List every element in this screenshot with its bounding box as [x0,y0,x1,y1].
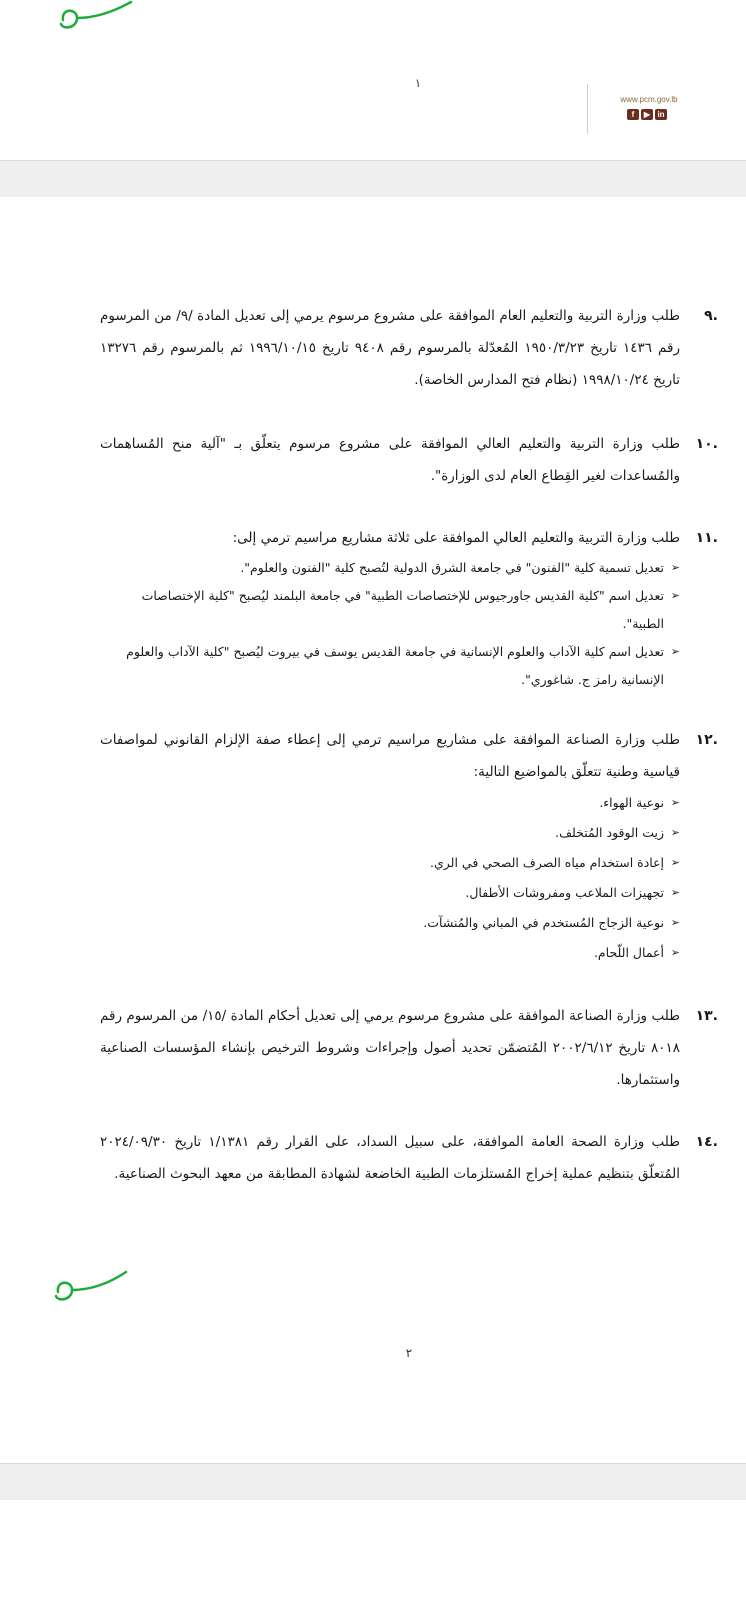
list-item [100,638,680,694]
item-text: طلب وزارة التربية والتعليم العام الموافقة على مشروع مرسوم يرمي إلى تعديل المادة /٩/ من المرسوم رقم ١٤٣٦ تاريخ ١٩٥٠/٣/٢٣ المُعدّلة بالمرسوم رقم ٩٤٠٨ تاريخ ١٩٩٦/١٠/١٥ ثم بالمرسوم رقم ١٣٢٧٦ تاريخ ١٩٩٨/١٠/٢٤ (نظام فتح المدارس الخاصة). [100,308,681,388]
header-divider [587,84,588,134]
arrow-bullet-icon: ➢ [670,796,680,809]
item-number: .٩ [704,308,718,324]
handwritten-signature-top [55,0,135,40]
arrow-bullet-icon: ➢ [670,826,680,839]
arrow-bullet-icon: ➢ [670,856,680,869]
item-12 [100,724,718,968]
page-separator-top [0,160,746,198]
footer-page-number: ٢ [405,1346,413,1360]
list-item [100,554,680,582]
item-14 [100,1126,718,1190]
linkedin-icon: in [655,109,667,120]
arrow-bullet-icon: ➢ [670,589,680,602]
arrow-bullet-icon: ➢ [670,561,680,574]
list-item-text: أعمال اللّحام. [593,945,664,960]
arrow-bullet-icon: ➢ [670,886,680,899]
list-item-text: إعادة استخدام مياه الصرف الصحي في الري. [430,855,664,870]
arrow-bullet-icon: ➢ [670,916,680,929]
page-1-bottom [0,0,746,160]
list-item-text: تجهيزات الملاعب ومفروشات الأطفال. [465,885,664,900]
decision-list [100,300,718,1190]
facebook-icon: f [627,109,639,120]
item-11 [100,522,718,694]
item-13 [100,1000,718,1096]
page-3-top [0,1500,746,1600]
social-icons [627,109,667,120]
list-item-text: نوعية الهواء. [599,795,664,810]
list-item-text: نوعية الزجاج المُستخدم في المباني والمُنشآت. [423,915,664,930]
page-separator-bottom [0,1463,746,1500]
list-item [100,582,680,638]
handwritten-signature-bottom [50,1268,130,1310]
list-item-text: تعديل تسمية كلية "الفنون" في جامعة الشرق الدولية لتُصبح كلية "الفنون والعلوم". [240,560,664,575]
youtube-icon: ▶ [641,109,653,120]
list-item [100,848,680,878]
list-item-text: تعديل اسم كلية الآداب والعلوم الإنسانية في جامعة القديس يوسف في بيروت ليُصبح "كلية الآداب والعلوم الإنسانية رامز ج. شاغوري". [126,644,664,687]
sub-list [100,788,680,968]
list-item [100,788,680,818]
arrow-bullet-icon: ➢ [670,946,680,959]
item-text: طلب وزارة التربية والتعليم العالي الموافقة على مشروع مرسوم يتعلّق بـ "آلية منح المُساهمات والمُساعدات لغير القِطاع العام لدى الوزارة". [100,436,680,484]
item-number: .١٢ [695,732,718,748]
item-number: .١٠ [695,436,718,452]
sub-list [100,554,680,694]
item-text: طلب وزارة الصحة العامة الموافقة، على سبيل السداد، على القرار رقم ١/١٣٨١ تاريخ ٢٠٢٤/٠٩/٣٠ المُتعلّق بتنظيم عملية إخراج المُستلزمات الطبية الخاضعة لشهادة المطابقة من معهد البحوث الصناعية. [100,1134,680,1182]
arrow-bullet-icon: ➢ [670,645,680,658]
list-item [100,878,680,908]
list-item [100,908,680,938]
site-url: www.pcm.gov.lb [620,95,678,104]
item-text: طلب وزارة الصناعة الموافقة على مشاريع مراسيم ترمي إلى إعطاء صفة الإلزام القانوني لمواصفات قياسية وطنية تتعلّق بالمواضيع التالية: [100,732,680,780]
item-text: طلب وزارة التربية والتعليم العالي الموافقة على ثلاثة مشاريع مراسيم ترمي إلى: [232,530,680,546]
list-item-text: تعديل اسم "كلية القديس جاورجيوس للإختصاصات الطبية" في جامعة البلمند ليُصبح "كلية الإختصاصات الطبية". [141,588,664,631]
list-item [100,818,680,848]
item-10 [100,428,718,492]
item-number: .١١ [695,530,718,546]
item-number: .١٤ [695,1134,718,1150]
list-item-text: زيت الوقود المُتخلف. [555,825,664,840]
item-9 [100,300,718,396]
list-item [100,938,680,968]
item-number: .١٣ [695,1008,718,1024]
item-text: طلب وزارة الصناعة الموافقة على مشروع مرسوم يرمي إلى تعديل أحكام المادة /١٥/ من المرسوم رقم ٨٠١٨ تاريخ ٢٠٠٢/٦/١٢ المُتضمّن تحديد أصول وإجراءات وشروط الترخيص بإنشاء المؤسسات الصناعية واستثمارها. [100,1008,680,1088]
header-page-number: ١ [414,76,422,90]
